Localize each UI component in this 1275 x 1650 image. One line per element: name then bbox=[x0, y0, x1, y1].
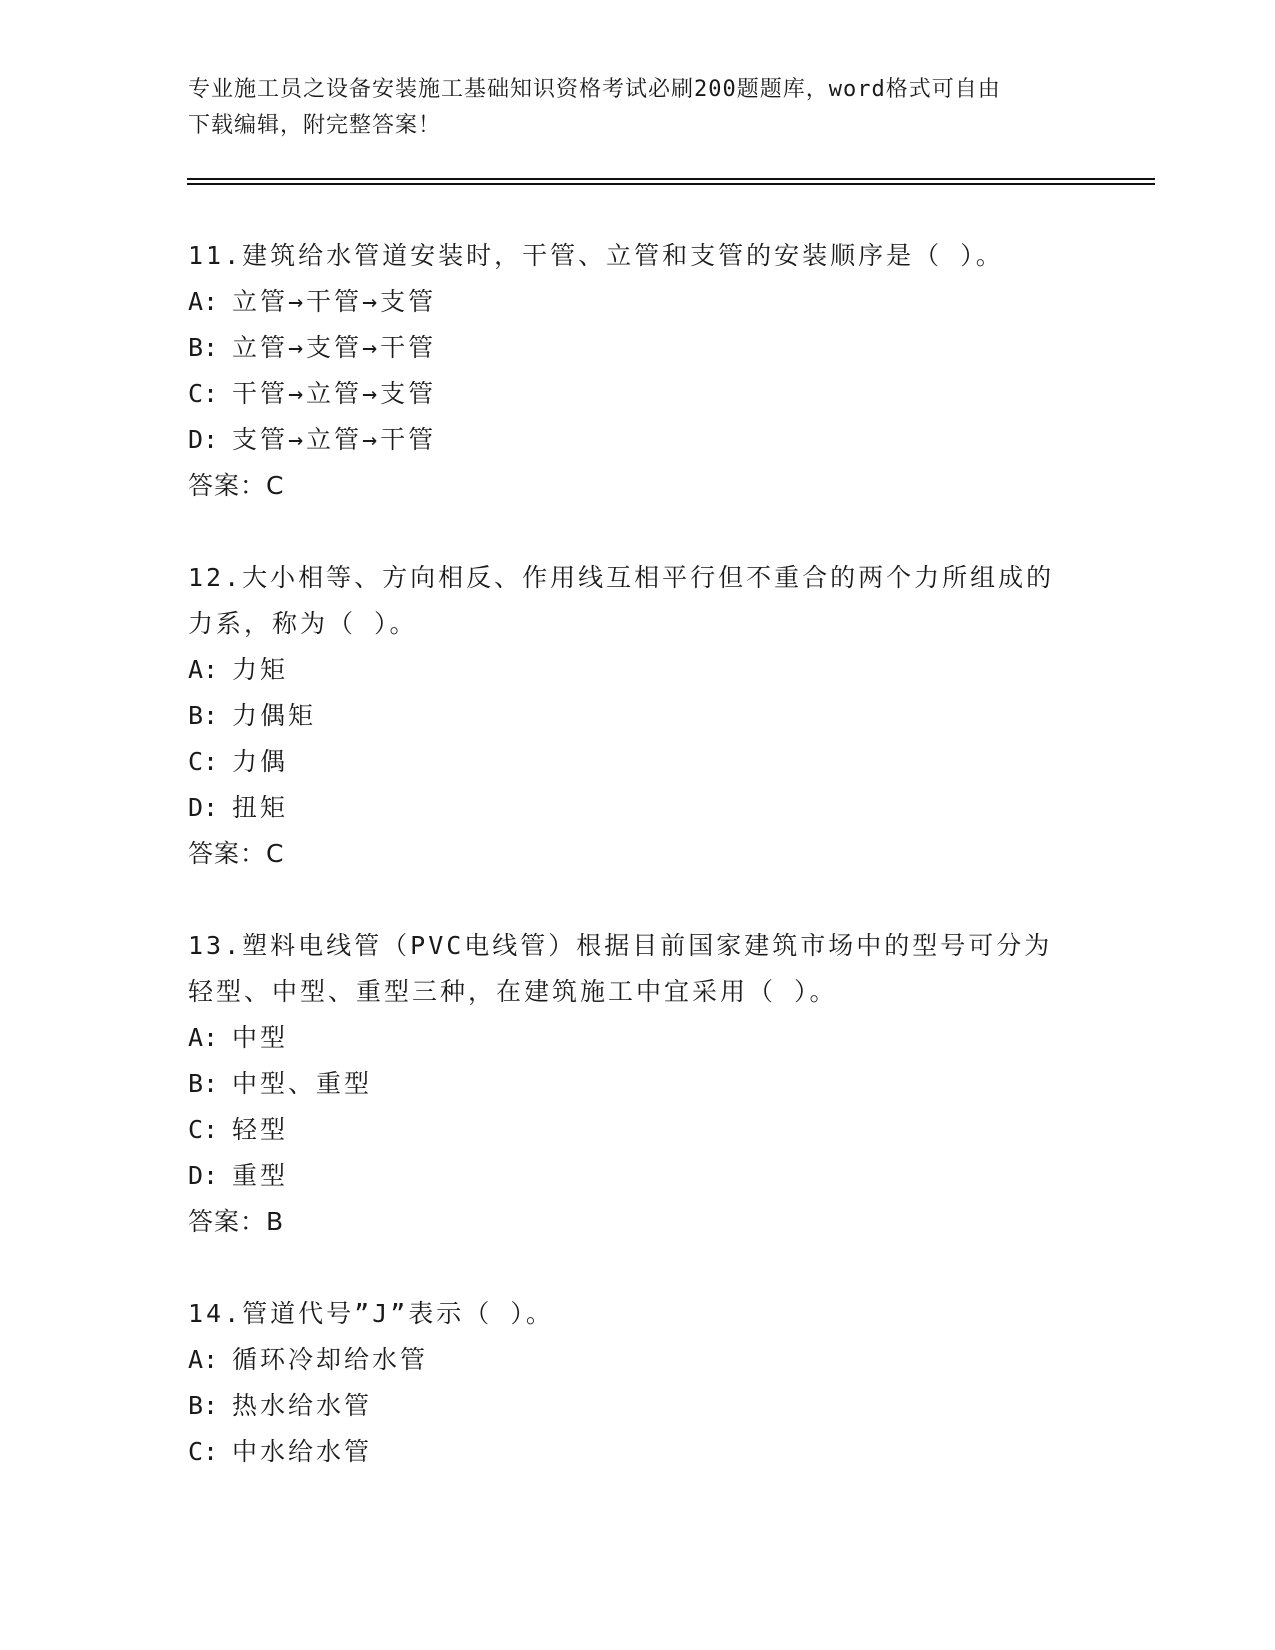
question-block bbox=[188, 923, 1088, 1245]
option-text: 中型 bbox=[232, 1023, 289, 1052]
question-stem-line: 轻型、中型、重型三种，在建筑施工中宜采用（ ）。 bbox=[188, 977, 838, 1006]
answer-key: 答案：C bbox=[188, 471, 285, 500]
answer-option bbox=[188, 693, 1088, 739]
answer-option bbox=[188, 325, 1088, 371]
option-text: 重型 bbox=[232, 1161, 289, 1190]
option-letter: B: bbox=[188, 701, 219, 730]
option-text: 支管→立管→干管 bbox=[232, 425, 437, 454]
answer-option bbox=[188, 647, 1088, 693]
option-text: 力偶 bbox=[232, 747, 289, 776]
answer-option bbox=[188, 1429, 1088, 1475]
option-letter: B: bbox=[188, 333, 219, 362]
answer-option bbox=[188, 1061, 1088, 1107]
option-letter: A: bbox=[188, 1345, 219, 1374]
question-stem-line: 11.建筑给水管道安装时，干管、立管和支管的安装顺序是（ ）。 bbox=[188, 241, 1004, 270]
answer-key: 答案：C bbox=[188, 839, 285, 868]
answer-option bbox=[188, 739, 1088, 785]
header-line-2: 下载编辑，附完整答案！ bbox=[188, 113, 442, 138]
option-letter: A: bbox=[188, 287, 219, 316]
option-text: 轻型 bbox=[232, 1115, 289, 1144]
option-text: 循环冷却给水管 bbox=[232, 1345, 429, 1374]
answer-option bbox=[188, 417, 1088, 463]
option-text: 扭矩 bbox=[232, 793, 289, 822]
option-letter: D: bbox=[188, 425, 219, 454]
option-text: 立管→支管→干管 bbox=[232, 333, 437, 362]
answer-option bbox=[188, 1337, 1088, 1383]
option-text: 中型、重型 bbox=[232, 1069, 373, 1098]
question-block bbox=[188, 555, 1088, 877]
header-divider-bottom bbox=[187, 183, 1155, 185]
question-stem bbox=[188, 233, 1088, 279]
option-text: 立管→干管→支管 bbox=[232, 287, 437, 316]
answer-option bbox=[188, 1015, 1088, 1061]
question-stem-line: 13.塑料电线管（PVC电线管）根据目前国家建筑市场中的型号可分为 bbox=[188, 931, 1053, 960]
answer-option bbox=[188, 1153, 1088, 1199]
question-stem bbox=[188, 923, 1088, 1015]
option-letter: C: bbox=[188, 747, 219, 776]
question-stem bbox=[188, 555, 1088, 647]
option-text: 力矩 bbox=[232, 655, 289, 684]
question-stem-line: 14.管道代号”J”表示（ ）。 bbox=[188, 1299, 554, 1328]
question-stem bbox=[188, 1291, 1088, 1337]
option-text: 中水给水管 bbox=[232, 1437, 373, 1466]
option-letter: C: bbox=[188, 379, 219, 408]
option-letter: D: bbox=[188, 793, 219, 822]
answer-option bbox=[188, 785, 1088, 831]
option-letter: C: bbox=[188, 1115, 219, 1144]
question-block bbox=[188, 1291, 1088, 1475]
answer-option bbox=[188, 1383, 1088, 1429]
option-text: 力偶矩 bbox=[232, 701, 317, 730]
option-letter: C: bbox=[188, 1437, 219, 1466]
option-letter: B: bbox=[188, 1069, 219, 1098]
answer-option bbox=[188, 279, 1088, 325]
option-text: 干管→立管→支管 bbox=[232, 379, 437, 408]
question-list bbox=[188, 233, 1088, 1521]
answer-key: 答案：B bbox=[188, 1207, 285, 1236]
option-letter: D: bbox=[188, 1161, 219, 1190]
option-text: 热水给水管 bbox=[232, 1391, 373, 1420]
answer-option bbox=[188, 371, 1088, 417]
answer-option bbox=[188, 1107, 1088, 1153]
option-letter: A: bbox=[188, 1023, 219, 1052]
document-header bbox=[188, 72, 1068, 144]
question-block bbox=[188, 233, 1088, 509]
question-stem-line: 12.大小相等、方向相反、作用线互相平行但不重合的两个力所组成的 bbox=[188, 563, 1055, 592]
option-letter: A: bbox=[188, 655, 219, 684]
header-divider-top bbox=[187, 178, 1155, 180]
option-letter: B: bbox=[188, 1391, 219, 1420]
header-line-1: 专业施工员之设备安装施工基础知识资格考试必刷200题题库，word格式可自由 bbox=[188, 77, 1001, 102]
question-stem-line: 力系，称为（ ）。 bbox=[188, 609, 418, 638]
